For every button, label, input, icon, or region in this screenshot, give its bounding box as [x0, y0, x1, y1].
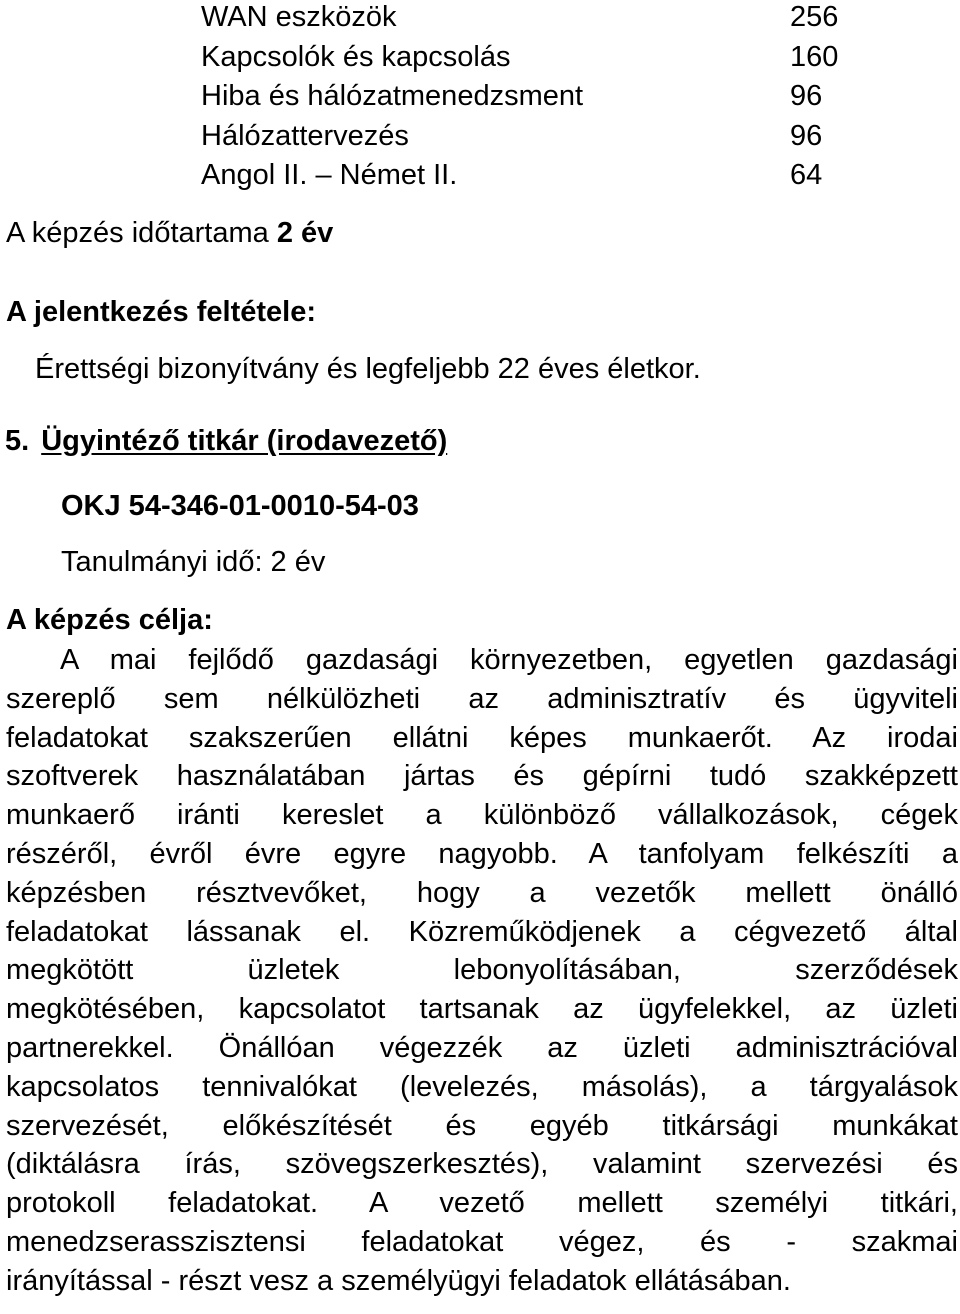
module-hours: 160	[790, 40, 839, 73]
paragraph-line: irányítással - részt vesz a személyügyi feladatok ellátásában.	[6, 1264, 791, 1297]
module-row	[201, 158, 861, 198]
duration-prefix: A képzés időtartama	[6, 217, 277, 249]
paragraph-line: partnerekkel. Önállóan végezzék az üzleti adminisztrációval	[6, 1031, 958, 1064]
duration-line	[6, 216, 333, 250]
module-hours: 96	[790, 119, 823, 152]
admission-heading: A jelentkezés feltétele:	[6, 296, 316, 328]
paragraph-line: feladatokat szakszerűen ellátni képes munkaerőt. Az irodai	[6, 721, 958, 754]
module-hours: 96	[790, 80, 823, 112]
module-name: Hiba és hálózatmenedzsment	[201, 80, 584, 112]
paragraph-line: részéről, évről évre egyre nagyobb. A tanfolyam felkészíti a	[6, 837, 958, 870]
module-row	[201, 40, 861, 80]
okj-code: OKJ 54-346-01-0010-54-03	[61, 490, 419, 522]
course-number: 5.	[5, 425, 30, 457]
paragraph-line: menedzserasszisztensi feladatokat végez, és - szakmai	[6, 1225, 958, 1258]
course-title: Ügyintéző titkár (irodavezető)	[41, 425, 448, 457]
module-hours-table	[201, 0, 861, 198]
paragraph-line: munkaerő iránti kereslet a különböző vállalkozások, cégek	[6, 799, 958, 832]
paragraph-line: A mai fejlődő gazdasági környezetben, egyetlen gazdasági	[60, 644, 958, 676]
module-name: Angol II. – Német II.	[201, 159, 458, 191]
paragraph-line: megkötésében, kapcsolatot tartsanak az ügyfelekkel, az üzleti	[6, 993, 958, 1026]
paragraph-line: szereplő sem nélkülözheti az adminisztratív és ügyviteli	[6, 682, 958, 715]
goal-heading: A képzés célja:	[6, 604, 213, 636]
paragraph-line: képzésben résztvevőket, hogy a vezetők mellett önálló	[6, 876, 958, 909]
study-time: Tanulmányi idő: 2 év	[61, 546, 326, 578]
paragraph-line: szervezését, előkészítését és egyéb titkársági munkákat	[6, 1109, 958, 1142]
paragraph-line: kapcsolatos tennivalókat (levelezés, másolás), a tárgyalások	[6, 1070, 958, 1103]
paragraph-line: protokoll feladatokat. A vezető mellett személyi titkári,	[6, 1187, 958, 1220]
goal-paragraph	[6, 643, 958, 1303]
module-name: WAN eszközök	[201, 1, 397, 33]
paragraph-line: (diktálásra írás, szövegszerkesztés), valamint szervezési és	[6, 1148, 958, 1181]
paragraph-line: megkötött üzletek lebonyolításában, szerződések	[6, 954, 958, 987]
module-row	[201, 0, 861, 40]
module-name: Kapcsolók és kapcsolás	[201, 40, 511, 73]
duration-value: 2 év	[276, 217, 334, 249]
paragraph-line: szoftverek használatában jártas és gépírni tudó szakképzett	[6, 760, 958, 793]
module-row	[201, 119, 861, 159]
module-hours: 256	[790, 1, 839, 33]
module-row	[201, 79, 861, 119]
paragraph-line: feladatokat lássanak el. Közreműködjenek a cégvezető által	[6, 915, 958, 948]
module-hours: 64	[790, 159, 823, 191]
admission-text: Érettségi bizonyítvány és legfeljebb 22 éves életkor.	[35, 353, 701, 385]
course-heading	[5, 424, 447, 458]
module-name: Hálózattervezés	[201, 119, 409, 152]
